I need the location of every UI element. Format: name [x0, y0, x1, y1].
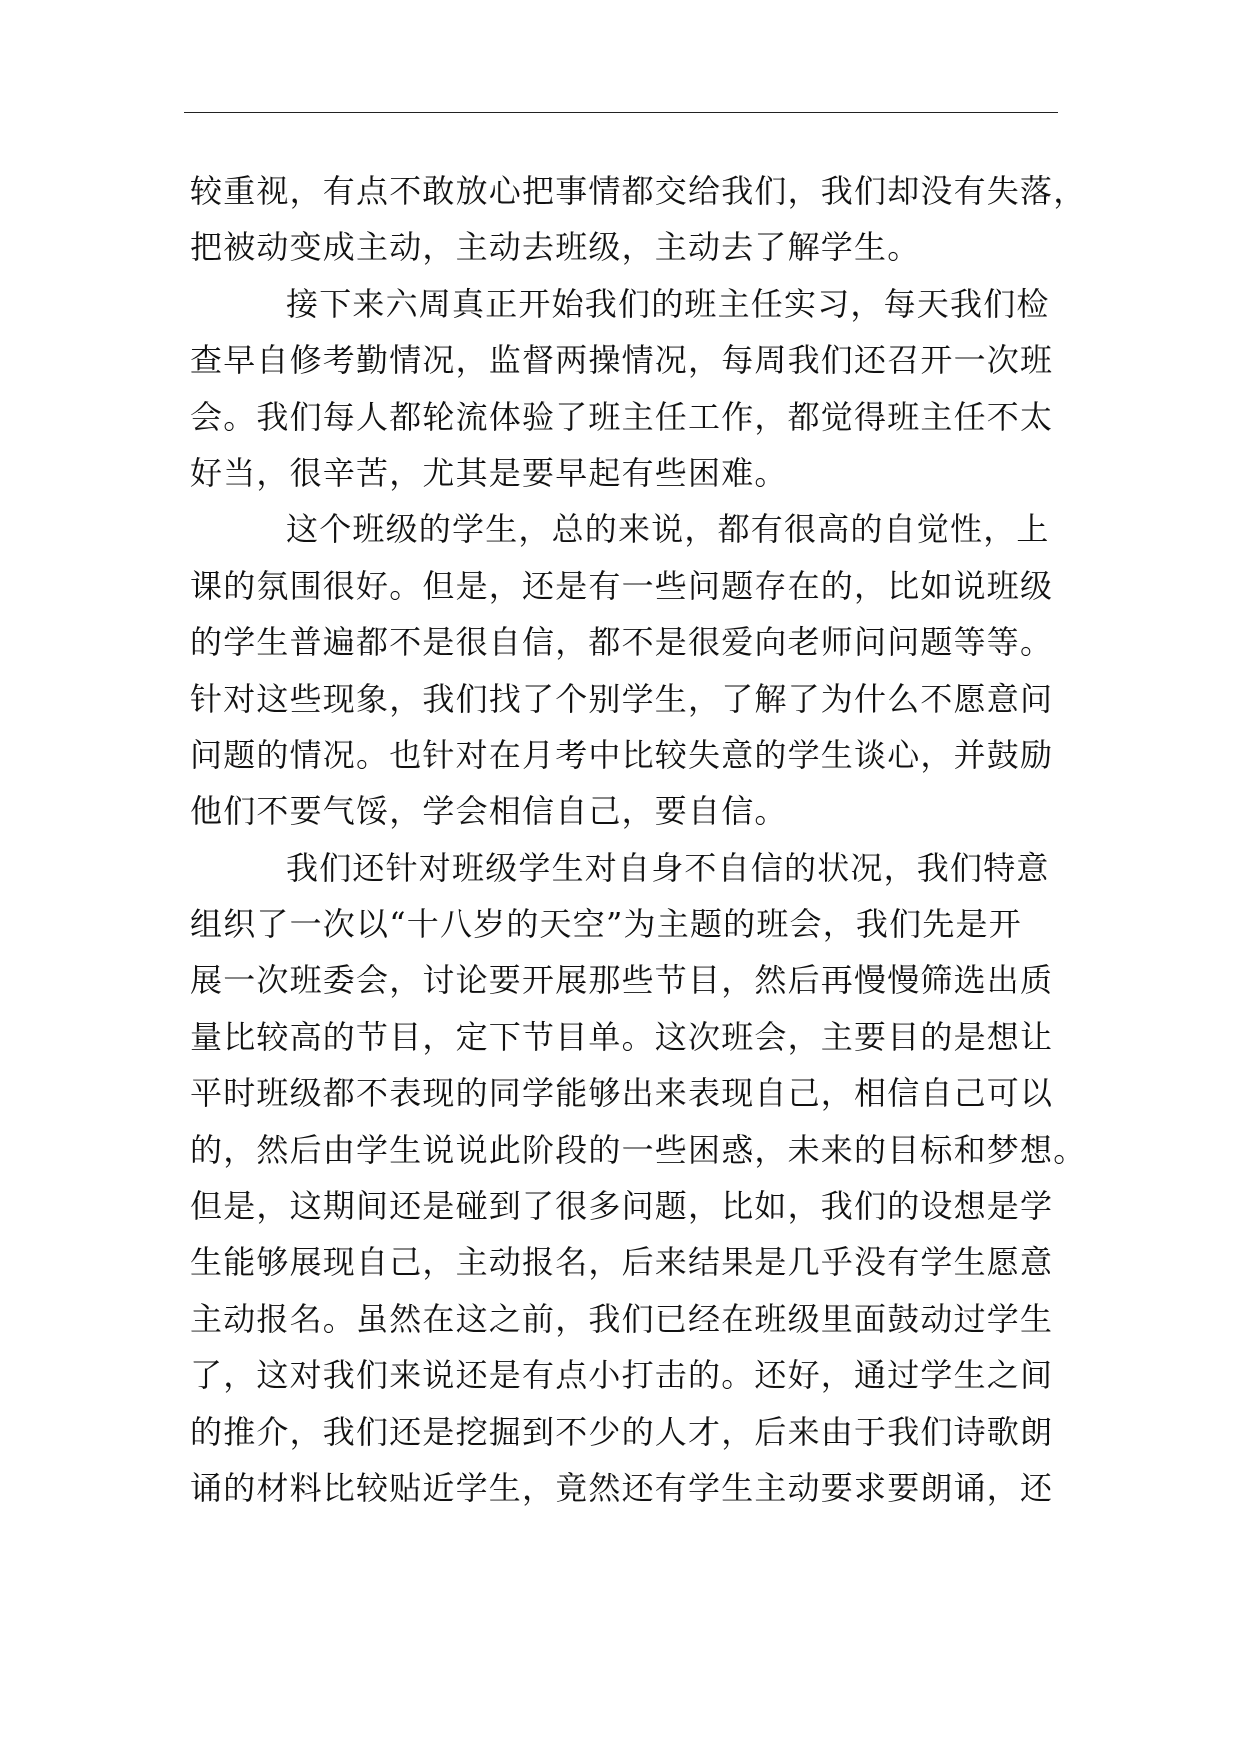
text-line: 但是，这期间还是碰到了很多问题，比如，我们的设想是学	[190, 1187, 1054, 1226]
text-line: 针对这些现象，我们找了个别学生，了解了为什么不愿意问	[190, 679, 1054, 718]
text-line: 他们不要气馁，学会相信自己，要自信。	[190, 792, 788, 831]
text-line: 生能够展现自己，主动报名，后来结果是几乎没有学生愿意	[190, 1243, 1054, 1282]
header-rule	[184, 112, 1058, 113]
text-line: 的，然后由学生说说此阶段的一些困惑，未来的目标和梦想。	[190, 1130, 1087, 1169]
text-line: 平时班级都不表现的同学能够出来表现自己，相信自己可以	[190, 1074, 1054, 1113]
text-line: 的学生普遍都不是很自信，都不是很爱向老师问问题等等。	[190, 623, 1054, 662]
text-line: 的推介，我们还是挖掘到不少的人才，后来由于我们诗歌朗	[190, 1412, 1054, 1451]
text-line: 查早自修考勤情况，监督两操情况，每周我们还召开一次班	[190, 341, 1054, 380]
paragraph-first-line: 接下来六周真正开始我们的班主任实习，每天我们检	[286, 284, 1050, 323]
text-line: 量比较高的节目，定下节目单。这次班会，主要目的是想让	[190, 1017, 1054, 1056]
paragraph-first-line: 我们还针对班级学生对自身不自信的状况，我们特意	[286, 848, 1050, 887]
text-line: 把被动变成主动，主动去班级，主动去了解学生。	[190, 228, 921, 267]
text-line: 组织了一次以“十八岁的天空”为主题的班会，我们先是开	[190, 905, 1022, 944]
text-line: 诵的材料比较贴近学生，竟然还有学生主动要求要朗诵，还	[190, 1468, 1054, 1507]
body-text	[190, 163, 1087, 1516]
text-line: 主动报名。虽然在这之前，我们已经在班级里面鼓动过学生	[190, 1299, 1054, 1338]
paragraph-first-line: 这个班级的学生，总的来说，都有很高的自觉性，上	[286, 510, 1050, 549]
text-line: 较重视，有点不敢放心把事情都交给我们，我们却没有失落，	[190, 172, 1087, 210]
text-line: 课的氛围很好。但是，还是有一些问题存在的，比如说班级	[190, 566, 1054, 605]
text-line: 会。我们每人都轮流体验了班主任工作，都觉得班主任不太	[190, 397, 1054, 436]
text-line: 了，这对我们来说还是有点小打击的。还好，通过学生之间	[190, 1356, 1054, 1395]
text-line: 好当，很辛苦，尤其是要早起有些困难。	[190, 453, 788, 492]
text-line: 展一次班委会，讨论要开展那些节目，然后再慢慢筛选出质	[190, 961, 1054, 1000]
text-line: 问题的情况。也针对在月考中比较失意的学生谈心，并鼓励	[190, 735, 1054, 774]
